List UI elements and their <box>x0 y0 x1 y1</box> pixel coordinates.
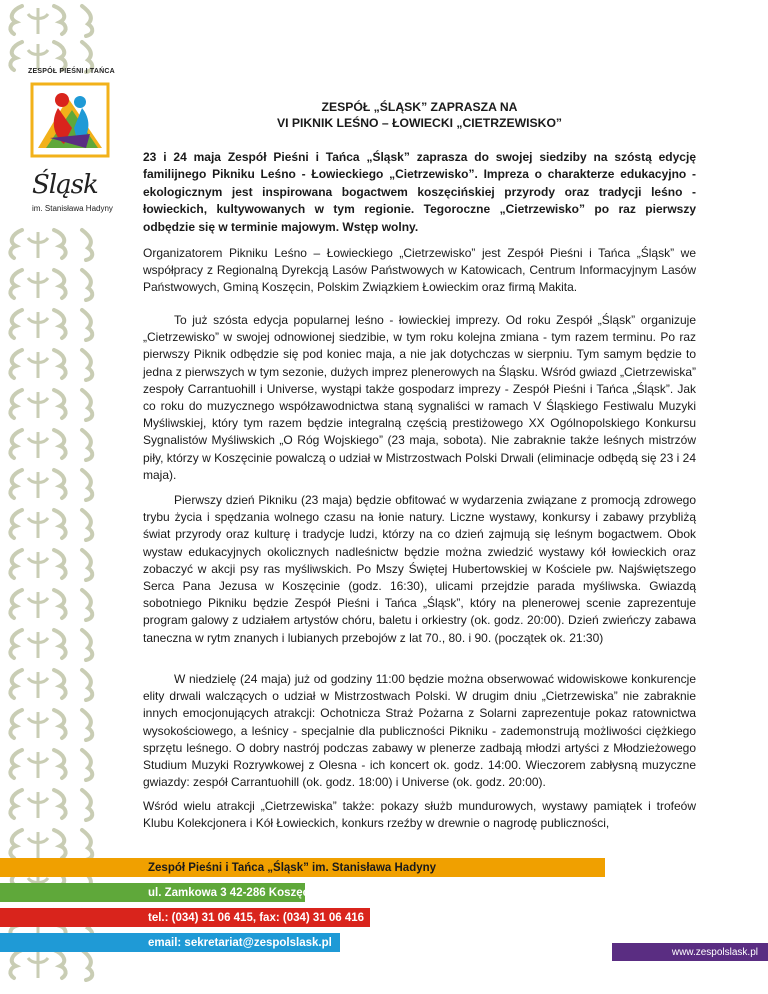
title-line-1: ZESPÓŁ „ŚLĄSK” ZAPRASZA NA <box>321 100 518 114</box>
footer-website[interactable]: www.zespolslask.pl <box>612 943 768 961</box>
footer-address-band <box>0 883 320 902</box>
footer-email[interactable]: email: sekretariat@zespolslask.pl <box>148 936 332 949</box>
footer-address: ul. Zamkowa 3 42-286 Koszęcin <box>148 886 320 899</box>
dancers-logo-icon <box>28 78 112 160</box>
paragraph-day-two: W niedzielę (24 maja) już od godziny 11:00 będzie można obserwować widowiskowe konkurencje elity drwali walczących o udział w Mistrzostwach Polski. W drugim dniu „Cietrzewiska” nie zabraknie innych emocjonujących atrakcji: Ochotnicza Straż Pożarna z Solarni zaprezentuje pokaz ratownictwa wysokościowego, a leśnicy - specjalnie dla publiczności Pikniku - zademonstrują możliwości ciężkiego sprzętu leśnego. O dobry nastrój podczas zabawy w plenerze zadbają młodzi artyści z Młodzieżowego Studium Muzyki Rozrywkowej z Olesna - ich koncert ok. godz. 14:00. Wieczorem zabłysną muzyczne gwiazdy: zespół Carrantuohill (ok. godz. 18:00) i Universe (ok. godz. 20:00). <box>143 672 696 790</box>
paragraph-organizers: Organizatorem Pikniku Leśno – Łowieckiego „Cietrzewisko” jest Zespół Pieśni i Tańca „Śląsk” we współpracy z Regionalną Dyrekcją Lasów Państwowych w Katowicach, Centrum Informacyjnym Lasów Państwowych, Gminą Koszęcin, Polskim Związkiem Łowieckim oraz firmą Makita. <box>143 246 696 295</box>
footer-org-band <box>0 858 605 877</box>
footer-org: Zespół Pieśni i Tańca „Śląsk” im. Stanisława Hadyny <box>148 861 437 874</box>
logo-name: Śląsk <box>32 170 98 200</box>
lead-paragraph: 23 i 24 maja Zespół Pieśni i Tańca „Śląsk” zaprasza do swojej siedziby na szóstą edycję familijnego Pikniku Leśno - Łowieckiego „Cietrzewisko”. Impreza o charakterze edukacyjno - ekologicznym jest inspirowana bogactwem koszęcińskiej przyrody oraz tradycji leśno - łowieckich, kultywowanych w tym regionie. Tegoroczne „Cietrzewisko” po raz pierwszy odbędzie się w terminie majowym. Wstęp wolny. <box>143 150 696 234</box>
paragraph-day-one: Pierwszy dzień Pikniku (23 maja) będzie obfitować w wydarzenia związane z promocją zdrowego trybu życia i spędzania wolnego czasu na łonie natury. Liczne wystawy, konkursy i zabawy przybliżą świat przyrody oraz kulturę i tradycje ludzi, którzy na co dzień zajmują się leśnym bogactwem. Obok wystaw edukacyjnych okolicznych nadleśnictw będzie można zwiedzić wystawy kół łowieckich oraz zobaczyć w akcji psy ras myśliwskich. Po Mszy Świętej Hubertowskiej w Kościele pw. Najświętszego Serca Pana Jezusa w Koszęcinie (godz. 16:30), ulicami przejdzie parada myśliwska. Gwiazdą sobotniego Pikniku będzie Zespół Pieśni i Tańca „Śląsk”, który na plenerowej scenie zaprezentuje program galowy z udziałem artystów chóru, baletu i orkiestry (ok. godz. 20:00). Dzień zwieńczy zabawa taneczna w rytm znanych i lubianych przebojów z lat 70., 80. i 90. (początek ok. 21:30) <box>143 493 696 645</box>
footer-email-band <box>0 933 340 952</box>
logo-sub-text: im. Stanisława Hadyny <box>32 204 113 213</box>
paragraph-edition: To już szósta edycja popularnej leśno - łowieckiej imprezy. Od roku Zespół „Śląsk” organizuje „Cietrzewisko” w swojej odnowionej siedzibie, w tym roku kolejna zmiana - tym razem terminu. Po raz pierwszy Piknik odbędzie się pod koniec maja, a nie jak dotychczas w sierpniu. Tym samym będzie to jedna z pierwszych w tym sezonie, dużych imprez plenerowych na Śląsku. Wśród gwiazd „Cietrzewiska” zespoły Carrantuohill i Universe, wystąpi także gospodarz imprezy - Zespół Pieśni i Tańca „Śląsk”. Jak co roku do muzycznego współzawodnictwa staną sygnaliści w ramach V Śląskiego Festiwalu Muzyki Myśliwskiej, który tym razem będzie integralną częścią prestiżowego XX Ogólnopolskiego Konkursu Sygnalistów Myśliwskich „O Róg Wojskiego” (23 maja, sobota). Nie zabraknie także leśnych mistrzów piły, którzy w Koszęcinie powalczą o udział w Mistrzostwach Polski Drwali (eliminacje odbędą się 23 i 24 maja). <box>143 313 696 482</box>
logo-top-text: ZESPÓŁ PIEŚNI I TAŃCA <box>28 68 115 75</box>
footer-phone: tel.: (034) 31 06 415, fax: (034) 31 06 416 <box>148 911 365 924</box>
paragraph-attractions: Wśród wielu atrakcji „Cietrzewiska” także: pokazy służb mundurowych, wystawy pamiątek i trofeów Klubu Kolekcjonera i Kół Łowieckich, konkurs rzeźby w drewnie o nagrodę publiczności, <box>143 799 696 831</box>
title-line-2: VI PIKNIK LEŚNO – ŁOWIECKI „CIETRZEWISKO” <box>276 116 563 130</box>
logo <box>28 68 118 213</box>
document-title <box>143 99 696 131</box>
footer-phone-band <box>0 908 370 927</box>
